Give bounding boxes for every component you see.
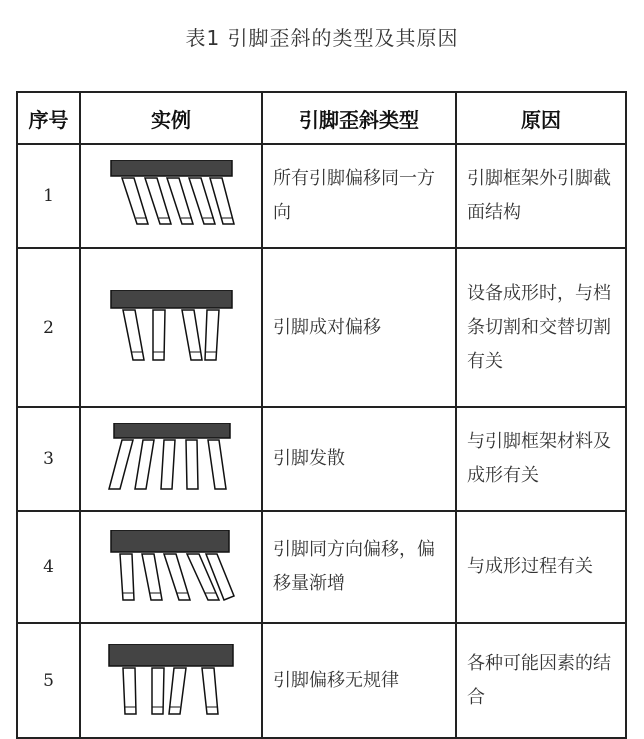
header-index: 序号 [17, 92, 80, 144]
skew-type: 引脚同方向偏移，偏移量渐增 [262, 511, 456, 623]
table-caption: 表1 引脚歪斜的类型及其原因 [185, 26, 459, 50]
example-cell [80, 407, 262, 511]
skew-cause: 与成形过程有关 [456, 511, 626, 623]
skew-type: 引脚成对偏移 [262, 248, 456, 407]
table-row [17, 407, 626, 511]
leads-all-same-direction-diagram [106, 160, 236, 232]
skew-type: 引脚偏移无规律 [262, 623, 456, 738]
skew-type: 所有引脚偏移同一方向 [262, 144, 456, 248]
skew-cause: 各种可能因素的结合 [456, 623, 626, 738]
table-row [17, 248, 626, 407]
table-row [17, 511, 626, 623]
row-index: 5 [17, 623, 80, 738]
row-index: 4 [17, 511, 80, 623]
skew-cause: 与引脚框架材料及成形有关 [456, 407, 626, 511]
header-type: 引脚歪斜类型 [262, 92, 456, 144]
header-example: 实例 [80, 92, 262, 144]
skew-cause: 设备成形时，与档条切割和交替切割有关 [456, 248, 626, 407]
example-cell [80, 144, 262, 248]
header-cause: 原因 [456, 92, 626, 144]
leads-random-offset-diagram [106, 644, 236, 718]
row-index: 1 [17, 144, 80, 248]
leads-paired-offset-diagram [106, 290, 236, 366]
example-cell [80, 623, 262, 738]
row-index: 2 [17, 248, 80, 407]
lead-skew-table [16, 91, 627, 739]
skew-type: 引脚发散 [262, 407, 456, 511]
table-row [17, 144, 626, 248]
row-index: 3 [17, 407, 80, 511]
leads-increasing-offset-diagram [106, 530, 236, 604]
example-cell [80, 511, 262, 623]
table-row [17, 623, 626, 738]
skew-cause: 引脚框架外引脚截面结构 [456, 144, 626, 248]
leads-diverging-diagram [106, 423, 236, 495]
header-row [17, 92, 626, 144]
example-cell [80, 248, 262, 407]
